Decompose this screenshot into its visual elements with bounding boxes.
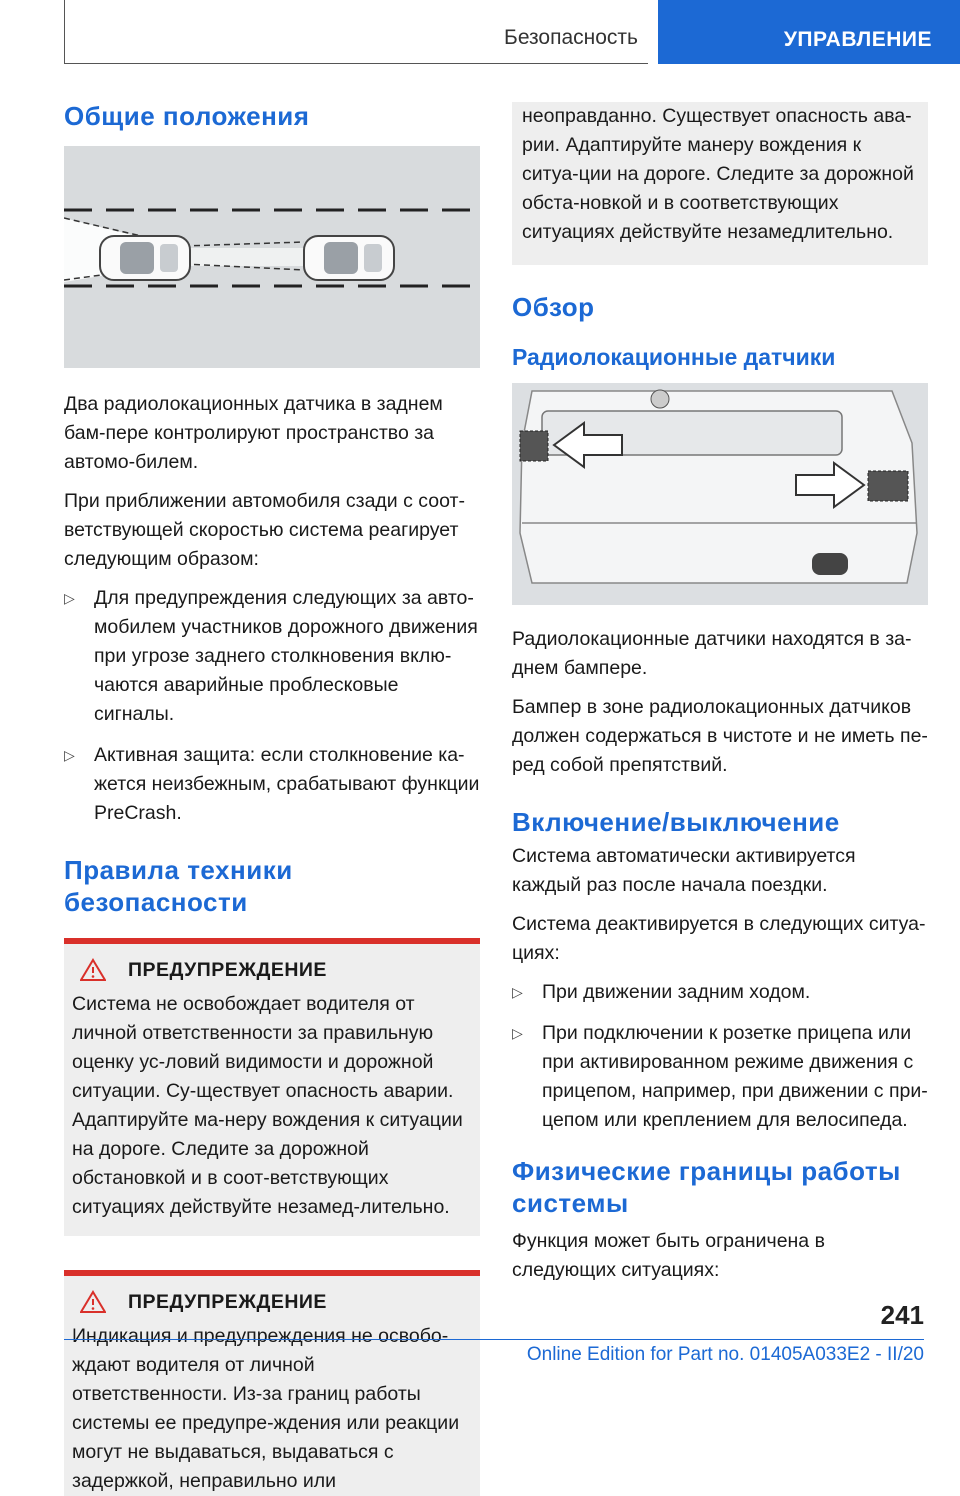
paragraph-sensors: Два радиолокационных датчика в заднем бам-пере контролируют пространство за автомо-билем. <box>64 393 443 473</box>
page-header <box>0 0 960 64</box>
bullet-arrow-icon: ▷ <box>512 1025 523 1041</box>
left-column <box>64 100 480 1496</box>
right-column <box>512 102 928 1295</box>
heading-radar-sensors: Радиолокационные датчики <box>512 344 836 370</box>
page-number: 241 <box>880 1300 924 1330</box>
bullet-arrow-icon: ▷ <box>64 590 75 606</box>
warning-continuation-text: неоправданно. Существует опасность ава-рии. Адаптируйте манеру вождения к ситуа-ции на дороге. Следите за дорожной обста-новкой и в соответствующих ситуациях действуйте незамедлительно. <box>522 105 914 243</box>
paragraph-radar-clean: Бампер в зоне радиолокационных датчиков должен содержаться в чистоте и не иметь пе-ред собой препятствий. <box>512 696 928 776</box>
paragraph-limits: Функция может быть ограничена в следующих ситуациях: <box>512 1230 825 1281</box>
radar-coverage-illustration <box>64 146 480 368</box>
heading-general: Общие положения <box>64 101 310 131</box>
list-item: ▷ Для предупреждения следующих за авто-мобилем участников дорожного движения при угрозе заднего столкновения вклю-чаются аварийные проблесковые сигналы. <box>64 584 480 729</box>
list-item: ▷ При движении задним ходом. <box>512 978 928 1007</box>
heading-system-limits: Физические границы работы системы <box>512 1156 901 1218</box>
paragraph-reaction: При приближении автомобиля сзади с соот-ветствующей скоростью система реагирует следующим образом: <box>64 490 465 570</box>
rear-bumper-illustration <box>512 383 928 605</box>
bullet-arrow-icon: ▷ <box>512 984 523 1000</box>
heading-safety-rules: Правила техники безопасности <box>64 855 293 917</box>
warning-box <box>64 938 480 1236</box>
bumper-sensors-diagram <box>512 383 928 605</box>
bullet-arrow-icon: ▷ <box>64 747 75 763</box>
cars-on-road-diagram <box>64 146 480 368</box>
header-section-title: Безопасность <box>504 26 638 49</box>
heading-overview: Обзор <box>512 292 595 322</box>
header-chapter-title: УПРАВЛЕНИЕ <box>783 28 932 51</box>
list-item: ▷ При подключении к розетке прицепа или при активированном режиме движения с прицепом, например, при движении с при-цепом или креплением для велосипеда. <box>512 1019 928 1135</box>
paragraph-deactivation: Система деактивируется в следующих ситуа-циях: <box>512 913 926 964</box>
page-footer <box>64 1300 924 1366</box>
edition-note: Online Edition for Part no. 01405A033E2 - II/20 <box>526 1344 924 1365</box>
reaction-list <box>64 584 480 828</box>
warning-title: ПРЕДУПРЕЖДЕНИЕ <box>128 958 327 981</box>
rear-car-icon <box>100 236 190 280</box>
deactivation-list <box>512 978 928 1135</box>
header-chapter-tab <box>658 0 960 64</box>
warning-title: ПРЕДУПРЕЖДЕНИЕ <box>128 1290 327 1313</box>
front-car-icon <box>304 236 394 280</box>
heading-on-off: Включение/выключение <box>512 807 840 837</box>
warning-triangle-icon <box>80 958 106 982</box>
warning-text: Индикация и предупреждения не освобо-ждают водителя от личной ответственности. Из-за границ работы системы ее предупре-ждения или реакции могут не выдаваться, выдаваться с задержкой, неправильно или <box>72 1325 460 1492</box>
paragraph-activation: Система автоматически активируется каждый раз после начала поездки. <box>512 845 856 896</box>
warning-continuation <box>512 102 928 265</box>
list-item: ▷ Активная защита: если столкновение ка-жется неизбежным, срабатывают функции PreCrash. <box>64 741 480 828</box>
footer-divider <box>64 1339 924 1340</box>
paragraph-radar-location: Радиолокационные датчики находятся в за-днем бампере. <box>512 628 912 679</box>
warning-text: Система не освобождает водителя от личной ответственности за правильную оценку ус-ловий видимости и дорожной ситуации. Су-ществует опасность аварии. Адаптируйте ма-неру вождения к ситуации на дороге. Следите за дорожной обстановкой и в соот-ветствующих ситуациях действуйте незамед-лительно. <box>72 993 463 1218</box>
